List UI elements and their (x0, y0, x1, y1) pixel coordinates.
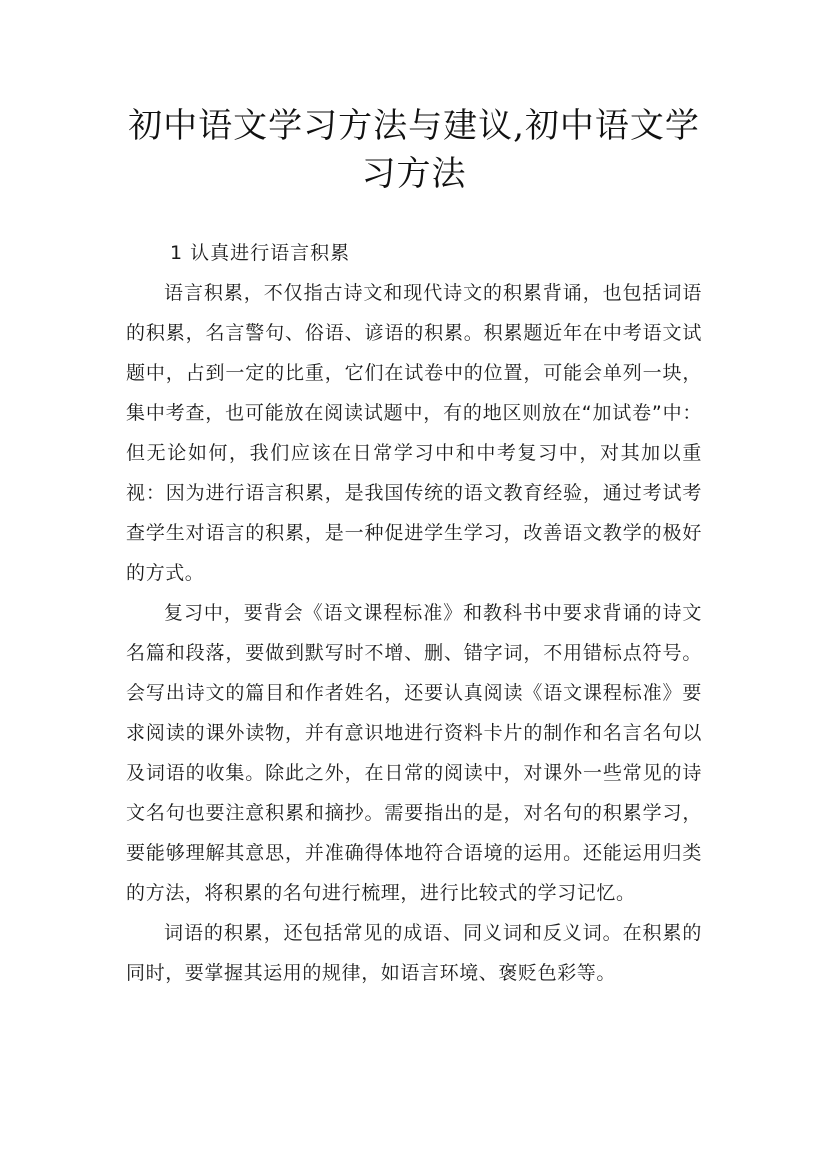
document-body (126, 233, 702, 993)
document-title: 初中语文学习方法与建议,初中语文学习方法 (128, 106, 700, 194)
paragraph-review-recitation: 复习中，要背会《语文课程标准》和教科书中要求背诵的诗文名篇和段落，要做到默写时不增、删、错字词，不用错标点符号。会写出诗文的篇目和作者姓名，还要认真阅读《语文课程标准》要求阅读的课外读物，并有意识地进行资料卡片的制作和名言名句以及词语的收集。除此之外，在日常的阅读中，对课外一些常见的诗文名句也要注意积累和摘抄。需要指出的是，对名句的积累学习，要能够理解其意思，并准确得体地符合语境的运用。还能运用归类的方法，将积累的名句进行梳理，进行比较式的学习记忆。 (126, 602, 702, 904)
paragraph-word-accumulation: 词语的积累，还包括常见的成语、同义词和反义词。在积累的同时，要掌握其运用的规律，如语言环境、褒贬色彩等。 (126, 922, 702, 984)
paragraph-language-accumulation: 语言积累，不仅指古诗文和现代诗文的积累背诵，也包括词语的积累，名言警句、俗语、谚语的积累。积累题近年在中考语文试题中，占到一定的比重，它们在试卷中的位置，可能会单列一块，集中考查，也可能放在阅读试题中，有的地区则放在“加试卷”中：但无论如何，我们应该在日常学习中和中考复习中，对其加以重视：因为进行语言积累，是我国传统的语文教育经验，通过考试考查学生对语言的积累，是一种促进学生学习，改善语文教学的极好的方式。 (126, 282, 702, 584)
section-heading: 1 认真进行语言积累 (170, 242, 351, 264)
